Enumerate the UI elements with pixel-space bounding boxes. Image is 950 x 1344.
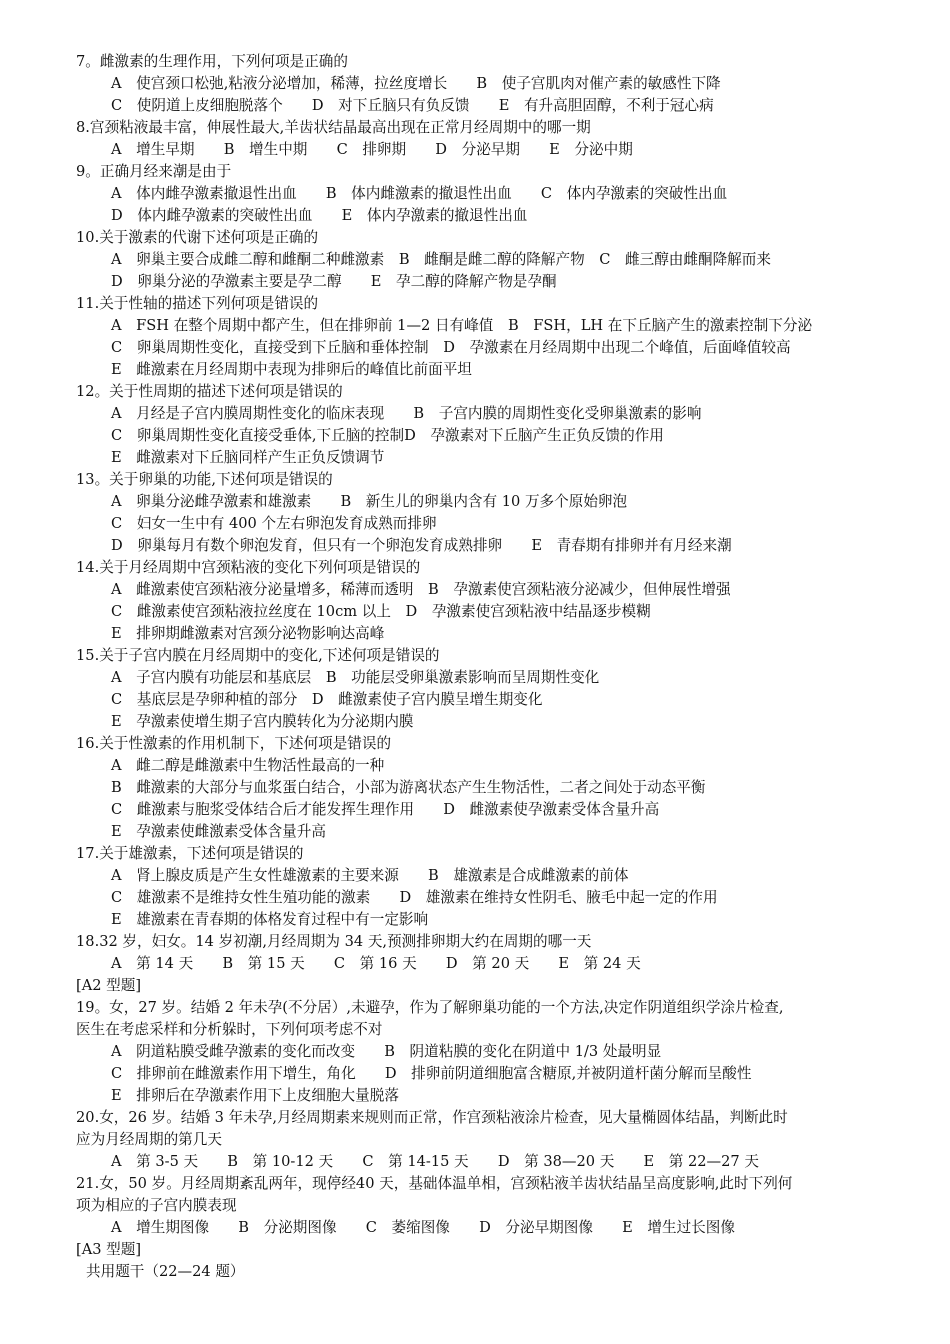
answer-options: A 卵巢主要合成雌二醇和雌酮二种雌激素 B 雌酮是雌二醇的降解产物 C 雌三醇由雌酮降解而来 [111,251,771,268]
section-heading: [A3 型题] [76,1241,142,1258]
answer-options: E 雄激素在青春期的体格发育过程中有一定影响 [111,911,429,928]
answer-options: A 第 3-5 天 B 第 10-12 天 C 第 14-15 天 D 第 38—20 天 E 第 22—27 天 [111,1153,759,1170]
answer-options: D 卵巢分泌的孕激素主要是孕二醇 E 孕二醇的降解产物是孕酮 [111,273,557,290]
answer-options: A 子宫内膜有功能层和基底层 B 功能层受卵巢激素影响而呈周期性变化 [111,669,600,686]
answer-options: A 阴道粘膜受雌孕激素的变化而改变 B 阴道粘膜的变化在阴道中 1/3 处最明显 [111,1043,662,1060]
question-text: 15.关于子宫内膜在月经周期中的变化,下述何项是错误的 [76,647,440,664]
answer-options: E 雌激素对下丘脑同样产生正负反馈调节 [111,449,385,466]
answer-options: A 雌激素使宫颈粘液分泌量增多，稀薄而透明 B 孕激素使宫颈粘液分泌减少，但伸展性增强 [111,581,731,598]
answer-options: E 雌激素在月经周期中表现为排卵后的峰值比前面平坦 [111,361,472,378]
question-text: 21.女，50 岁。月经周期紊乱两年，现停经40 天，基础体温单相，宫颈粘液羊齿状结晶呈高度影响,此时下列何 [76,1175,793,1192]
shared-stem-label: 共用题干（22—24 题） [86,1263,245,1280]
question-text: 10.关于激素的代谢下述何项是正确的 [76,229,319,246]
answer-options: C 排卵前在雌激素作用下增生，角化 D 排卵前阴道细胞富含糖原,并被阴道杆菌分解而呈酸性 [111,1065,752,1082]
answer-options: C 卵巢周期性变化，直接受到下丘脑和垂体控制 D 孕激素在月经周期中出现二个峰值，后面峰值较高 [111,339,791,356]
question-text: 13。关于卵巢的功能,下述何项是错误的 [76,471,333,488]
answer-options: E 排卵期雌激素对宫颈分泌物影响达高峰 [111,625,385,642]
answer-options: A 使宫颈口松弛,粘液分泌增加，稀薄，拉丝度增长 B 使子宫肌肉对催产素的敏感性下降 [111,75,721,92]
section-heading: [A2 型题] [76,977,142,994]
answer-options: A 体内雌孕激素撤退性出血 B 体内雌激素的撤退性出血 C 体内孕激素的突破性出血 [111,185,728,202]
question-text: 12。关于性周期的描述下述何项是错误的 [76,383,343,400]
question-text: 18.32 岁，妇女。14 岁初潮,月经周期为 34 天,预测排卵期大约在周期的哪一天 [76,933,592,950]
answer-options: E 孕激素使雌激素受体含量升高 [111,823,326,840]
answer-options: C 基底层是孕卵种植的部分 D 雌激素使子宫内膜呈增生期变化 [111,691,543,708]
answer-options: C 雌激素与胞浆受体结合后才能发挥生理作用 D 雌激素使孕激素受体含量升高 [111,801,660,818]
answer-options: A 雌二醇是雌激素中生物活性最高的一种 [111,757,385,774]
answer-options: D 卵巢每月有数个卵泡发育，但只有一个卵泡发育成熟排卵 E 青春期有排卵并有月经来潮 [111,537,732,554]
question-text: 14.关于月经周期中宫颈粘液的变化下列何项是错误的 [76,559,421,576]
document-body [76,51,891,1283]
question-text: 项为相应的子宫内膜表现 [76,1197,237,1214]
question-text: 16.关于性激素的作用机制下，下述何项是错误的 [76,735,392,752]
answer-options: A 增生早期 B 增生中期 C 排卵期 D 分泌早期 E 分泌中期 [111,141,633,158]
answer-options: C 妇女一生中有 400 个左右卵泡发育成熟而排卵 [111,515,437,532]
answer-options: A 月经是子宫内膜周期性变化的临床表现 B 子宫内膜的周期性变化受卵巢激素的影响 [111,405,702,422]
question-text: 7。雌激素的生理作用，下列何项是正确的 [76,53,348,70]
answer-options: E 排卵后在孕激素作用下上皮细胞大量脱落 [111,1087,399,1104]
answer-options: C 卵巢周期性变化直接受垂体,下丘脑的控制D 孕激素对下丘脑产生正负反馈的作用 [111,427,664,444]
answer-options: D 体内雌孕激素的突破性出血 E 体内孕激素的撤退性出血 [111,207,528,224]
question-text: 19。女，27 岁。结婚 2 年未孕(不分居）,未避孕，作为了解卵巢功能的一个方法,决定作阴道组织学涂片检查, [76,999,784,1016]
answer-options: C 雌激素使宫颈粘液拉丝度在 10cm 以上 D 孕激素使宫颈粘液中结晶逐步模糊 [111,603,651,620]
answer-options: C 使阴道上皮细胞脱落个 D 对下丘脑只有负反馈 E 有升高胆固醇，不利于冠心病 [111,97,714,114]
answer-options: A FSH 在整个周期中都产生，但在排卵前 1—2 日有峰值 B FSH，LH 在下丘脑产生的激素控制下分泌 [111,317,813,334]
question-text: 8.宫颈粘液最丰富，伸展性最大,羊齿状结晶最高出现在正常月经周期中的哪一期 [76,119,591,136]
answer-options: A 增生期图像 B 分泌期图像 C 萎缩图像 D 分泌早期图像 E 增生过长图像 [111,1219,735,1236]
answer-options: C 雄激素不是维持女性生殖功能的激素 D 雄激素在维持女性阴毛、腋毛中起一定的作用 [111,889,718,906]
answer-options: E 孕激素使增生期子宫内膜转化为分泌期内膜 [111,713,414,730]
question-text: 11.关于性轴的描述下列何项是错误的 [76,295,319,312]
answer-options: A 第 14 天 B 第 15 天 C 第 16 天 D 第 20 天 E 第 24 天 [111,955,641,972]
question-text: 医生在考虑采样和分析躲时，下列何项考虑不对 [76,1021,383,1038]
answer-options: A 肾上腺皮质是产生女性雄激素的主要来源 B 雄激素是合成雌激素的前体 [111,867,629,884]
answer-options: A 卵巢分泌雌孕激素和雄激素 B 新生儿的卵巢内含有 10 万多个原始卵泡 [111,493,628,510]
question-text: 17.关于雄激素，下述何项是错误的 [76,845,304,862]
question-text: 9。正确月经来潮是由于 [76,163,232,180]
answer-options: B 雌激素的大部分与血浆蛋白结合，小部为游离状态产生生物活性，二者之间处于动态平衡 [111,779,706,796]
question-text: 20.女，26 岁。结婚 3 年未孕,月经周期素来规则而正常，作宫颈粘液涂片检查，见大量椭圆体结晶，判断此时 [76,1109,788,1126]
question-text: 应为月经周期的第几天 [76,1131,222,1148]
